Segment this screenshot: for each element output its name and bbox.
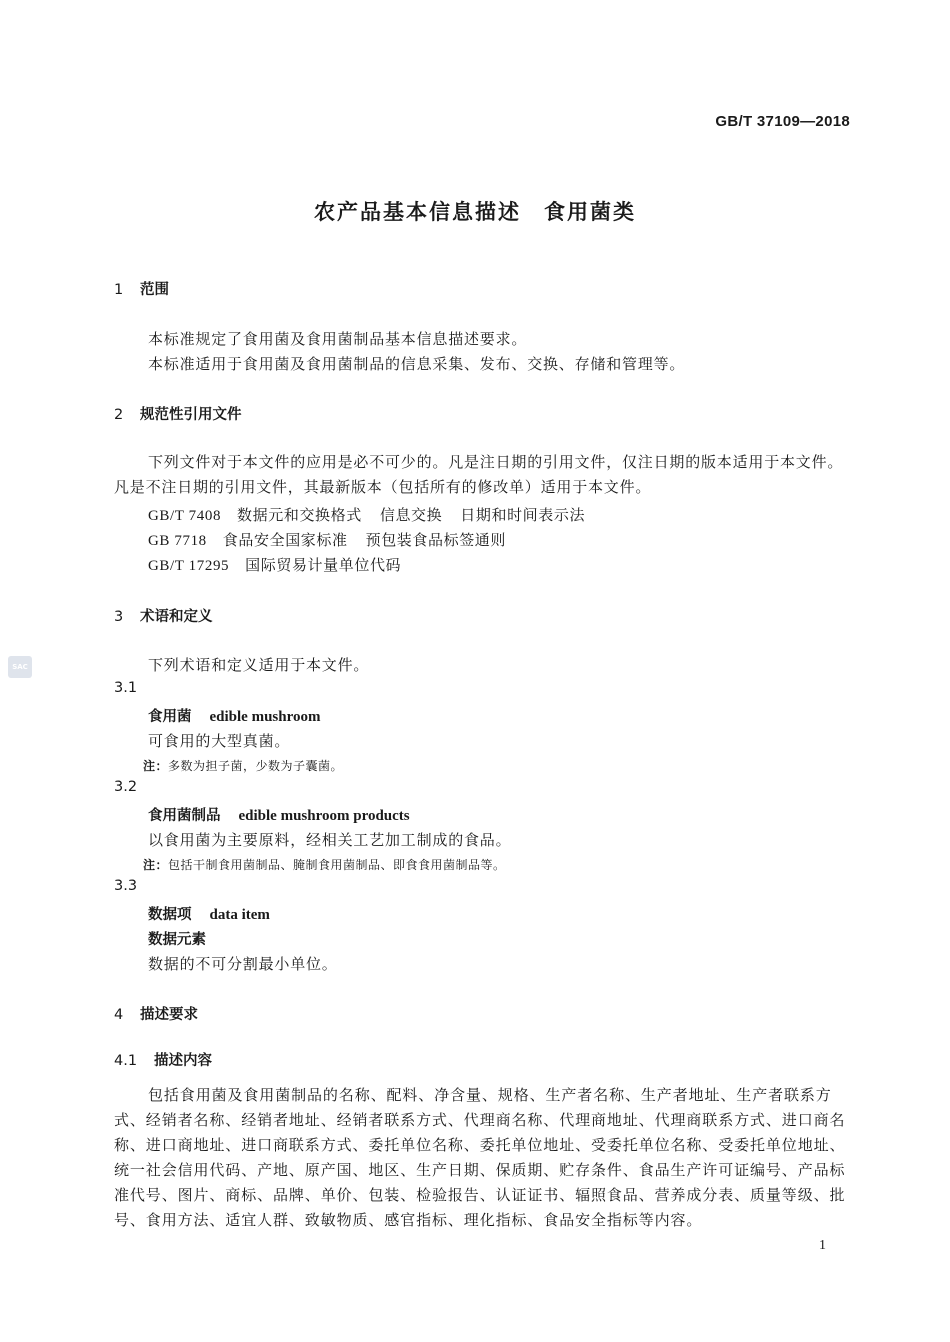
term-chinese: 数据元素 — [148, 932, 206, 948]
terms-intro: 下列术语和定义适用于本文件。 — [148, 656, 370, 674]
term-english: edible mushroom products — [238, 808, 410, 824]
reference-item — [148, 504, 585, 525]
term-note — [143, 757, 343, 774]
reference-code: GB/T 17295 — [148, 558, 230, 574]
subsection-title: 描述内容 — [154, 1053, 212, 1069]
subsection-number: 4.1 — [114, 1053, 138, 1069]
reference-title-part: 数据元和交换格式 — [237, 506, 362, 524]
term-entry — [148, 903, 270, 924]
sac-stamp: SAC — [8, 656, 32, 678]
clause-number: 3.1 — [114, 680, 138, 696]
section-number: 4 — [114, 1007, 124, 1023]
term-definition: 以食用菌为主要原料，经相关工艺加工制成的食品。 — [148, 831, 512, 849]
section-2-heading — [114, 403, 242, 424]
references-intro: 下列文件对于本文件的应用是必不可少的。凡是注日期的引用文件，仅注日期的版本适用于本文件。凡是不注日期的引用文件，其最新版本（包括所有的修改单）适用于本文件。 — [114, 453, 844, 496]
section-number: 1 — [114, 282, 124, 298]
term-note — [143, 856, 506, 873]
note-text: 多数为担子菌，少数为子囊菌。 — [168, 759, 344, 773]
scope-paragraph-2: 本标准适用于食用菌及食用菌制品的信息采集、发布、交换、存储和管理等。 — [148, 355, 686, 373]
section-1-heading — [114, 278, 169, 299]
document-title: 农产品基本信息描述 食用菌类 — [314, 200, 636, 224]
term-chinese: 食用菌制品 — [148, 808, 221, 824]
term-synonym — [148, 928, 224, 949]
page-number: 1 — [819, 1238, 826, 1253]
section-title: 描述要求 — [140, 1007, 198, 1023]
section-3-heading — [114, 605, 213, 626]
section-4-heading — [114, 1003, 198, 1024]
term-definition: 可食用的大型真菌。 — [148, 732, 291, 750]
scope-paragraph-1: 本标准规定了食用菌及食用菌制品基本信息描述要求。 — [148, 330, 528, 348]
term-entry — [148, 705, 320, 726]
section-number: 2 — [114, 407, 124, 423]
note-label: 注： — [143, 759, 169, 773]
note-label: 注： — [143, 858, 169, 872]
term-chinese: 数据项 — [148, 907, 192, 923]
term-english: edible mushroom — [209, 709, 321, 725]
term-definition: 数据的不可分割最小单位。 — [148, 955, 338, 973]
reference-item — [148, 529, 506, 550]
section-title: 范围 — [140, 282, 169, 298]
clause-number: 3.3 — [114, 878, 138, 894]
section-title: 规范性引用文件 — [140, 407, 242, 423]
description-content-paragraph: 包括食用菌及食用菌制品的名称、配料、净含量、规格、生产者名称、生产者地址、生产者联系方式、经销者名称、经销者地址、经销者联系方式、代理商名称、代理商地址、代理商联系方式、进口商名称、进口商地址、进口商联系方式、委托单位名称、委托单位地址、受委托单位名称、受委托单位地址、统一社会信用代码、产地、原产国、地区、生产日期、保质期、贮存条件、食品生产许可证编号、产品标准代号、图片、商标、品牌、单价、包装、检验报告、认证证书、辐照食品、营养成分表、质量等级、批号、食用方法、适宜人群、致敏物质、感官指标、理化指标、食品安全指标等内容。 — [114, 1086, 846, 1229]
term-entry — [148, 804, 410, 825]
clause-number: 3.2 — [114, 779, 138, 795]
reference-code: GB/T 7408 — [148, 508, 222, 524]
section-title: 术语和定义 — [140, 609, 213, 625]
reference-title-part: 食品安全国家标准 — [222, 531, 348, 549]
standard-number: GB/T 37109—2018 — [715, 113, 850, 130]
note-text: 包括干制食用菌制品、腌制食用菌制品、即食食用菌制品等。 — [168, 858, 506, 872]
section-number: 3 — [114, 609, 124, 625]
reference-title-part: 国际贸易计量单位代码 — [245, 556, 402, 574]
subsection-4-1-heading — [114, 1049, 212, 1070]
reference-code: GB 7718 — [148, 533, 207, 549]
term-chinese: 食用菌 — [148, 709, 192, 725]
term-english: data item — [209, 907, 270, 923]
reference-title-part: 预包装食品标签通则 — [365, 531, 507, 549]
reference-item — [148, 554, 401, 575]
reference-title-part: 日期和时间表示法 — [460, 506, 586, 524]
reference-title-part: 信息交换 — [379, 506, 443, 524]
